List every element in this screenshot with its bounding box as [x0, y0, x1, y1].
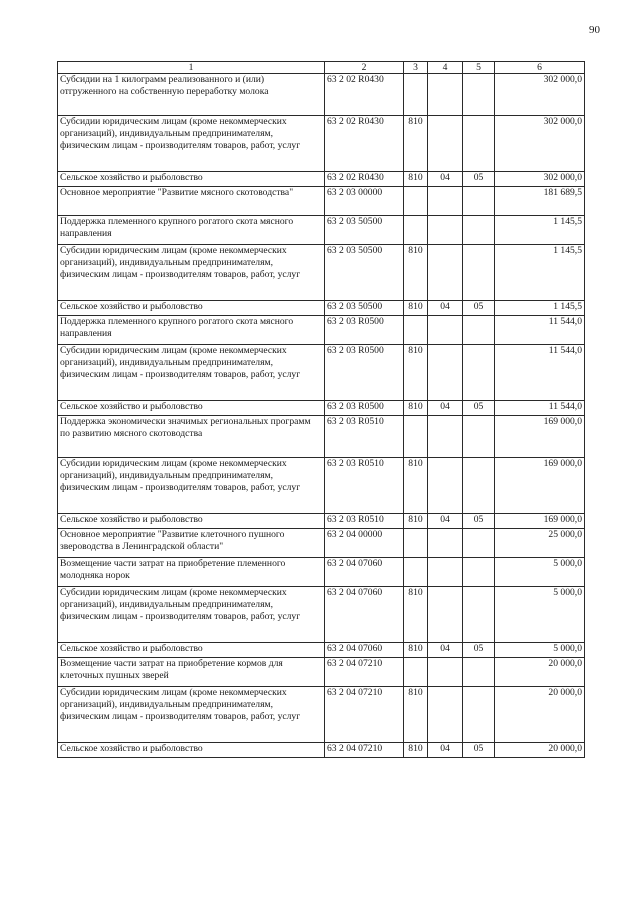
row-vr: [404, 658, 428, 687]
row-sum: 1 145,5: [495, 301, 585, 316]
row-vr: [404, 316, 428, 345]
row-sum: 302 000,0: [495, 74, 585, 116]
row-rz: [428, 116, 463, 172]
table-row: [58, 558, 585, 587]
table-row: [58, 187, 585, 216]
row-rz: [428, 529, 463, 558]
header-col-2: 2: [325, 62, 404, 74]
row-vr: 810: [404, 301, 428, 316]
row-sum: 11 544,0: [495, 345, 585, 401]
row-rz: [428, 74, 463, 116]
row-code: 63 2 03 R0500: [325, 401, 404, 416]
row-rz: [428, 558, 463, 587]
table-row: [58, 74, 585, 116]
row-vr: 810: [404, 345, 428, 401]
row-code: 63 2 04 07210: [325, 743, 404, 758]
row-rz: 04: [428, 401, 463, 416]
row-code: 63 2 03 50500: [325, 301, 404, 316]
row-pr: [463, 316, 495, 345]
row-code: 63 2 02 R0430: [325, 116, 404, 172]
row-rz: [428, 316, 463, 345]
row-pr: [463, 529, 495, 558]
row-sum: 20 000,0: [495, 743, 585, 758]
row-vr: [404, 74, 428, 116]
row-name: Поддержка экономически значимых региональных программ по развитию мясного скотоводства: [58, 416, 325, 458]
row-pr: [463, 458, 495, 514]
row-name: Сельское хозяйство и рыболовство: [58, 401, 325, 416]
row-sum: 5 000,0: [495, 643, 585, 658]
row-name: Субсидии юридическим лицам (кроме некоммерческих организаций), индивидуальным предпринимателям, физическим лицам - производителям товаров, работ, услуг: [58, 245, 325, 301]
row-sum: 11 544,0: [495, 401, 585, 416]
row-rz: 04: [428, 514, 463, 529]
row-sum: 1 145,5: [495, 216, 585, 245]
header-col-1: 1: [58, 62, 325, 74]
table-header-row: [58, 62, 585, 74]
row-code: 63 2 03 R0510: [325, 458, 404, 514]
row-pr: [463, 116, 495, 172]
row-pr: [463, 74, 495, 116]
row-name: Сельское хозяйство и рыболовство: [58, 514, 325, 529]
row-rz: 04: [428, 643, 463, 658]
row-vr: 810: [404, 743, 428, 758]
row-vr: [404, 187, 428, 216]
row-name: Поддержка племенного крупного рогатого скота мясного направления: [58, 216, 325, 245]
row-name: Сельское хозяйство и рыболовство: [58, 301, 325, 316]
table-row: [58, 643, 585, 658]
row-name: Сельское хозяйство и рыболовство: [58, 743, 325, 758]
row-pr: [463, 416, 495, 458]
row-name: Субсидии юридическим лицам (кроме некоммерческих организаций), индивидуальным предпринимателям, физическим лицам - производителям товаров, работ, услуг: [58, 587, 325, 643]
row-rz: [428, 345, 463, 401]
table-row: [58, 316, 585, 345]
row-vr: 810: [404, 587, 428, 643]
row-code: 63 2 03 50500: [325, 216, 404, 245]
table-row: [58, 216, 585, 245]
row-vr: [404, 529, 428, 558]
row-name: Субсидии на 1 килограмм реализованного и (или) отгруженного на собственную переработку молока: [58, 74, 325, 116]
row-pr: [463, 587, 495, 643]
table-row: [58, 458, 585, 514]
row-pr: [463, 245, 495, 301]
row-code: 63 2 04 07060: [325, 558, 404, 587]
row-sum: 25 000,0: [495, 529, 585, 558]
page-number: 90: [589, 24, 600, 36]
row-pr: [463, 345, 495, 401]
row-vr: 810: [404, 401, 428, 416]
row-name: Возмещение части затрат на приобретение кормов для клеточных пушных зверей: [58, 658, 325, 687]
row-code: 63 2 02 R0430: [325, 172, 404, 187]
table-row: [58, 401, 585, 416]
row-name: Субсидии юридическим лицам (кроме некоммерческих организаций), индивидуальным предпринимателям, физическим лицам - производителям товаров, работ, услуг: [58, 345, 325, 401]
row-rz: 04: [428, 743, 463, 758]
row-pr: [463, 687, 495, 743]
row-rz: 04: [428, 172, 463, 187]
table-row: [58, 687, 585, 743]
row-code: 63 2 03 R0510: [325, 416, 404, 458]
row-name: Возмещение части затрат на приобретение племенного молодняка норок: [58, 558, 325, 587]
row-vr: 810: [404, 687, 428, 743]
row-name: Сельское хозяйство и рыболовство: [58, 172, 325, 187]
row-pr: 05: [463, 301, 495, 316]
table-row: [58, 172, 585, 187]
row-pr: 05: [463, 743, 495, 758]
row-vr: [404, 558, 428, 587]
row-vr: 810: [404, 245, 428, 301]
row-rz: [428, 458, 463, 514]
row-code: 63 2 03 R0510: [325, 514, 404, 529]
row-name: Основное мероприятие "Развитие клеточного пушного звероводства в Ленинградской области": [58, 529, 325, 558]
table-row: [58, 587, 585, 643]
row-vr: [404, 416, 428, 458]
header-col-5: 5: [463, 62, 495, 74]
row-pr: 05: [463, 643, 495, 658]
row-code: 63 2 02 R0430: [325, 74, 404, 116]
row-rz: [428, 187, 463, 216]
row-rz: [428, 658, 463, 687]
row-sum: 5 000,0: [495, 558, 585, 587]
row-vr: 810: [404, 458, 428, 514]
row-vr: 810: [404, 514, 428, 529]
row-vr: 810: [404, 116, 428, 172]
row-code: 63 2 04 07210: [325, 658, 404, 687]
row-name: Сельское хозяйство и рыболовство: [58, 643, 325, 658]
table-row: [58, 658, 585, 687]
table-row: [58, 245, 585, 301]
row-code: 63 2 03 00000: [325, 187, 404, 216]
table-row: [58, 301, 585, 316]
row-name: Субсидии юридическим лицам (кроме некоммерческих организаций), индивидуальным предпринимателям, физическим лицам - производителям товаров, работ, услуг: [58, 458, 325, 514]
row-code: 63 2 03 50500: [325, 245, 404, 301]
row-code: 63 2 03 R0500: [325, 345, 404, 401]
row-sum: 302 000,0: [495, 172, 585, 187]
row-sum: 5 000,0: [495, 587, 585, 643]
row-name: Субсидии юридическим лицам (кроме некоммерческих организаций), индивидуальным предпринимателям, физическим лицам - производителям товаров, работ, услуг: [58, 116, 325, 172]
table-row: [58, 529, 585, 558]
row-pr: [463, 558, 495, 587]
row-pr: [463, 658, 495, 687]
row-pr: 05: [463, 401, 495, 416]
row-rz: [428, 416, 463, 458]
header-col-4: 4: [428, 62, 463, 74]
row-rz: 04: [428, 301, 463, 316]
row-sum: 169 000,0: [495, 458, 585, 514]
table-row: [58, 743, 585, 758]
table-row: [58, 416, 585, 458]
row-sum: 11 544,0: [495, 316, 585, 345]
row-pr: 05: [463, 514, 495, 529]
header-col-6: 6: [495, 62, 585, 74]
row-vr: 810: [404, 172, 428, 187]
row-rz: [428, 687, 463, 743]
row-sum: 169 000,0: [495, 416, 585, 458]
row-sum: 20 000,0: [495, 658, 585, 687]
row-vr: [404, 216, 428, 245]
row-name: Основное мероприятие "Развитие мясного скотоводства": [58, 187, 325, 216]
row-rz: [428, 216, 463, 245]
row-sum: 169 000,0: [495, 514, 585, 529]
row-code: 63 2 04 07210: [325, 687, 404, 743]
header-col-3: 3: [404, 62, 428, 74]
row-pr: [463, 187, 495, 216]
row-vr: 810: [404, 643, 428, 658]
row-sum: 181 689,5: [495, 187, 585, 216]
table-row: [58, 345, 585, 401]
row-rz: [428, 245, 463, 301]
row-sum: 1 145,5: [495, 245, 585, 301]
row-code: 63 2 04 00000: [325, 529, 404, 558]
row-name: Поддержка племенного крупного рогатого скота мясного направления: [58, 316, 325, 345]
row-sum: 302 000,0: [495, 116, 585, 172]
row-pr: [463, 216, 495, 245]
row-sum: 20 000,0: [495, 687, 585, 743]
row-code: 63 2 04 07060: [325, 643, 404, 658]
budget-table: [57, 61, 585, 758]
row-name: Субсидии юридическим лицам (кроме некоммерческих организаций), индивидуальным предпринимателям, физическим лицам - производителям товаров, работ, услуг: [58, 687, 325, 743]
table-row: [58, 116, 585, 172]
row-pr: 05: [463, 172, 495, 187]
row-rz: [428, 587, 463, 643]
row-code: 63 2 03 R0500: [325, 316, 404, 345]
row-code: 63 2 04 07060: [325, 587, 404, 643]
table-row: [58, 514, 585, 529]
